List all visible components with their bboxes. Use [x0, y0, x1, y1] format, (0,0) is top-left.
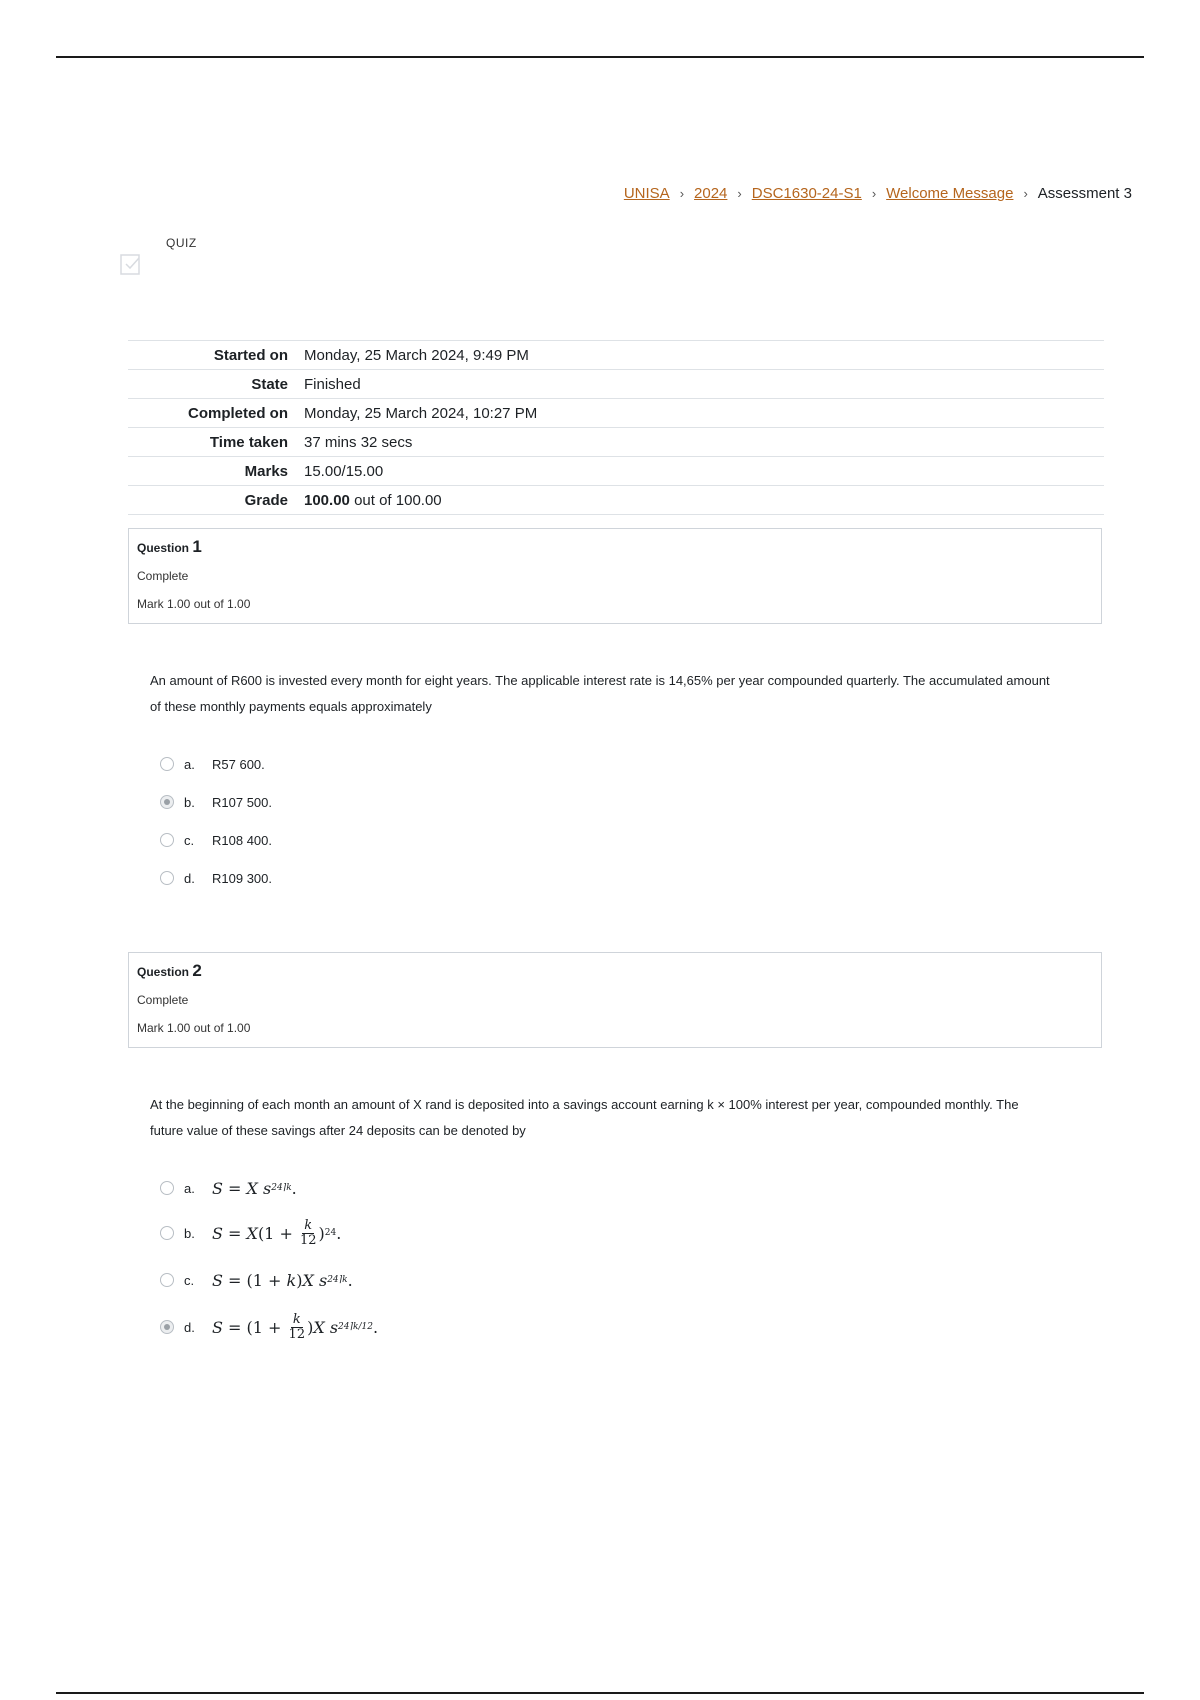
radio-button-selected[interactable] — [160, 1320, 174, 1334]
answer-option[interactable] — [160, 1302, 378, 1352]
answer-text: R57 600. — [212, 756, 265, 772]
bottom-rule — [56, 1692, 1144, 1694]
answer-option[interactable] — [160, 859, 272, 897]
answer-option[interactable] — [160, 1168, 378, 1208]
answer-letter: d. — [184, 1319, 195, 1335]
question-num: 1 — [192, 537, 202, 556]
summary-row-marks — [128, 457, 1104, 486]
answer-letter: c. — [184, 1272, 195, 1288]
breadcrumb-course[interactable]: DSC1630-24-S1 — [751, 185, 862, 202]
question-2-info — [128, 952, 1102, 1048]
answer-letter: c. — [184, 832, 195, 848]
question-num: 2 — [192, 961, 202, 980]
answer-option[interactable] — [160, 783, 272, 821]
top-rule — [56, 56, 1144, 58]
question-mark: Mark 1.00 out of 1.00 — [137, 597, 251, 611]
question-2-answers — [160, 1168, 378, 1352]
answer-formula: S = (1 + $\frac{k}{12}$ ) X s 24⌉k/12 . — [212, 1311, 379, 1342]
attempt-summary-table — [128, 340, 1104, 515]
summary-value: Monday, 25 March 2024, 10:27 PM — [304, 404, 538, 422]
answer-option[interactable] — [160, 1258, 378, 1302]
summary-label: Marks — [244, 462, 288, 480]
summary-label: State — [251, 375, 288, 393]
question-2-text: At the beginning of each month an amount of X rand is deposited into a savings account earning k × 100% interest per year, compounded monthly. The future value of these savings after 24 deposits can be denoted by — [150, 1097, 1019, 1138]
answer-text: R109 300. — [212, 870, 272, 886]
summary-label: Grade — [244, 491, 288, 509]
radio-button[interactable] — [160, 1226, 174, 1240]
answer-option[interactable] — [160, 821, 272, 859]
answer-formula: S = (1 + k ) X s 24⌉k . — [212, 1270, 353, 1290]
question-number — [137, 961, 1093, 981]
chevron-right-icon: › — [1023, 186, 1028, 201]
quiz-header — [120, 236, 197, 276]
grade-value: 100.00 — [304, 491, 350, 509]
answer-option[interactable] — [160, 1208, 378, 1258]
breadcrumb-welcome-message[interactable]: Welcome Message — [886, 185, 1014, 202]
summary-label: Time taken — [209, 433, 288, 451]
radio-button[interactable] — [160, 1181, 174, 1195]
summary-value: Monday, 25 March 2024, 9:49 PM — [304, 346, 529, 364]
radio-button[interactable] — [160, 1273, 174, 1287]
answer-letter: a. — [184, 756, 195, 772]
summary-label: Started on — [213, 346, 288, 364]
summary-row-started — [128, 341, 1104, 370]
summary-row-completed — [128, 399, 1104, 428]
radio-button[interactable] — [160, 871, 174, 885]
question-1-answers — [160, 745, 272, 897]
question-mark: Mark 1.00 out of 1.00 — [137, 1021, 251, 1035]
summary-value: 15.00/15.00 — [304, 462, 384, 480]
summary-row-grade — [128, 486, 1104, 515]
answer-option[interactable] — [160, 745, 272, 783]
chevron-right-icon: › — [737, 186, 742, 201]
summary-label: Completed on — [188, 404, 288, 422]
summary-value: 37 mins 32 secs — [304, 433, 413, 451]
answer-text: R108 400. — [212, 832, 272, 848]
radio-button[interactable] — [160, 833, 174, 847]
question-state: Complete — [137, 569, 189, 583]
answer-formula: S = X s 24⌉k . — [212, 1178, 297, 1198]
chevron-right-icon: › — [871, 186, 877, 201]
summary-value: Finished — [304, 375, 361, 393]
question-state: Complete — [137, 993, 189, 1007]
summary-row-time-taken — [128, 428, 1104, 457]
grade-suffix: out of 100.00 — [354, 491, 442, 509]
radio-button[interactable] — [160, 757, 174, 771]
breadcrumb-2024[interactable]: 2024 — [694, 185, 728, 202]
breadcrumb-current: Assessment 3 — [1037, 185, 1132, 202]
question-prefix: Question — [137, 541, 190, 555]
question-1-text: An amount of R600 is invested every month for eight years. The applicable interest rate is 14,65% per year compounded quarterly. The accumulated amount of these monthly payments equals approximately — [150, 673, 1050, 714]
answer-letter: a. — [184, 1180, 195, 1196]
answer-formula: S = X (1 + $\frac{k}{12}$ ) 24 . — [212, 1217, 342, 1248]
answer-letter: d. — [184, 870, 195, 886]
quiz-icon — [120, 252, 142, 276]
answer-letter: b. — [184, 794, 195, 810]
radio-button-selected[interactable] — [160, 795, 174, 809]
answer-text: R107 500. — [212, 794, 272, 810]
question-number — [137, 537, 1093, 557]
question-1-info — [128, 528, 1102, 624]
summary-value — [304, 486, 1104, 515]
quiz-label: QUIZ — [166, 236, 197, 250]
summary-row-state — [128, 370, 1104, 399]
breadcrumb — [624, 185, 1132, 202]
breadcrumb-unisa[interactable]: UNISA — [623, 185, 670, 202]
answer-letter: b. — [184, 1225, 195, 1241]
question-prefix: Question — [137, 965, 190, 979]
chevron-right-icon: › — [679, 186, 685, 201]
